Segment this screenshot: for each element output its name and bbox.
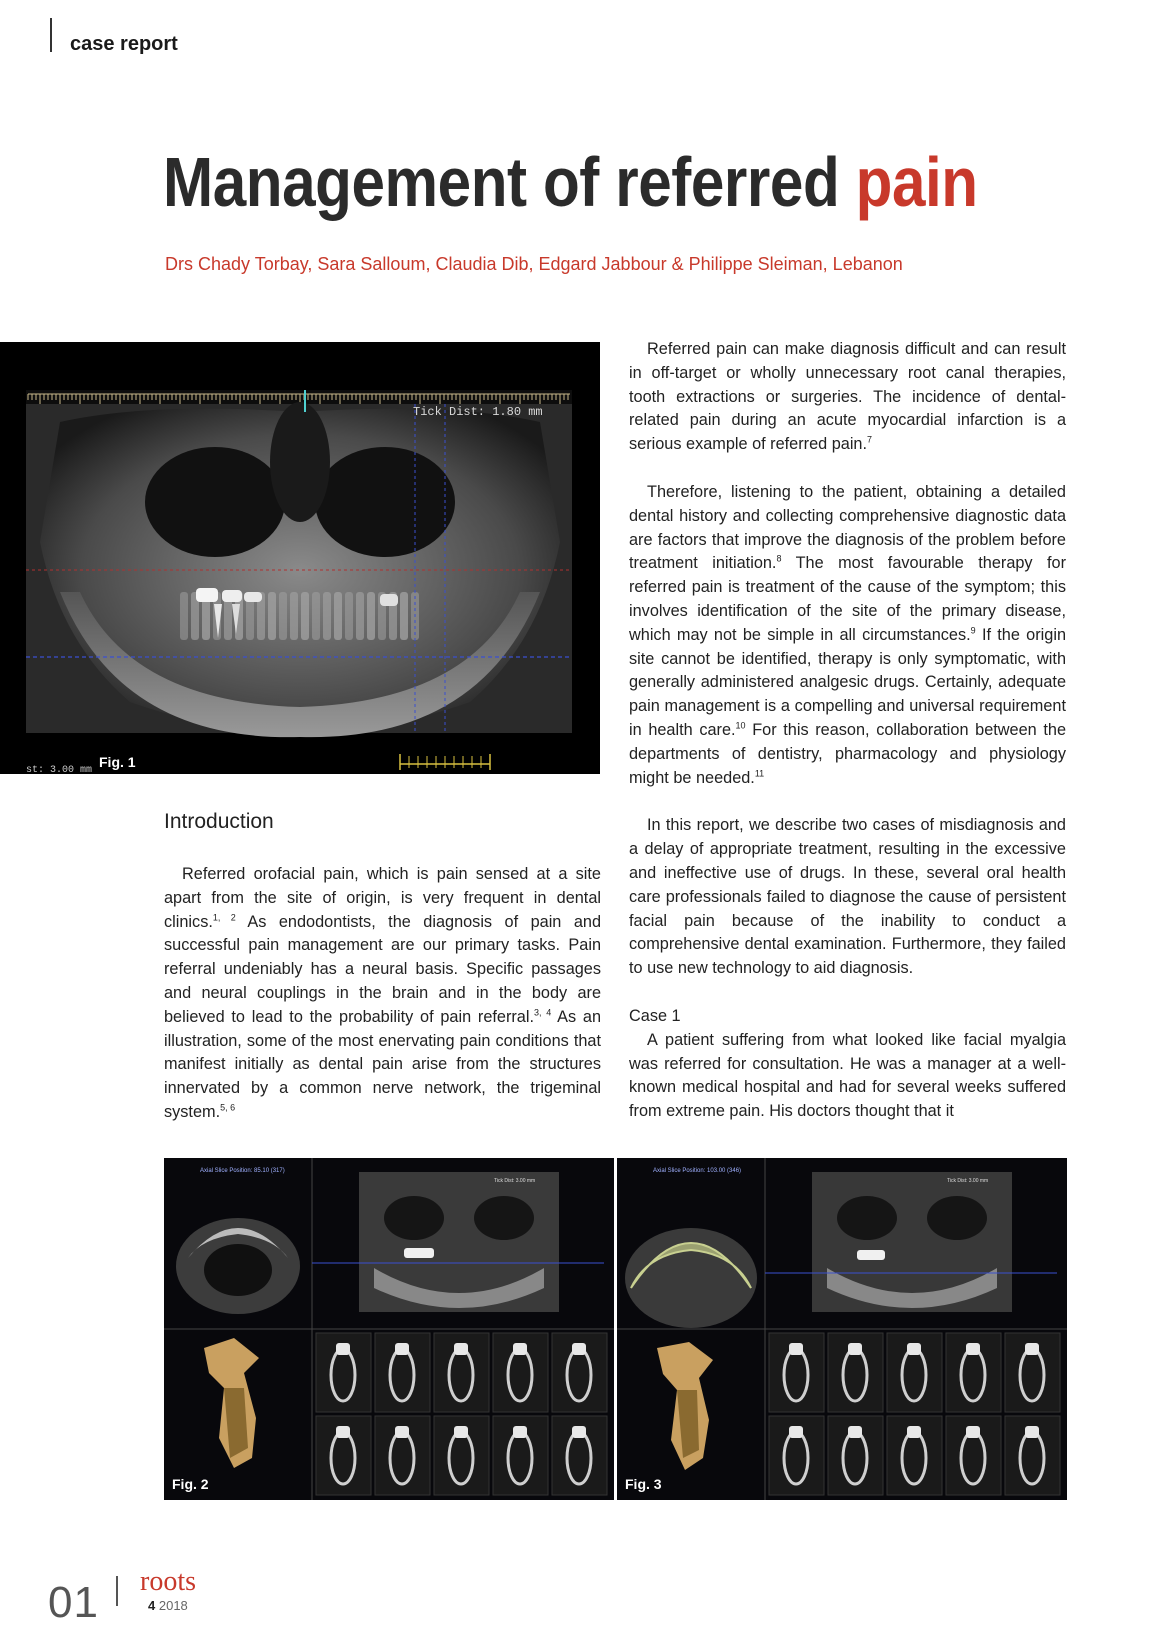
intro-paragraph: Referred orofacial pain, which is pain sensed at a site apart from the site of origin, is very frequent in dental clinics.$^{1, 2}$ As endodontists, the diagnosis of pain and successful pain management are our primary tasks. Pain referral undeniably has a neural basis. Specific passages and neural couplings in the brain and in the body are believed to lead to the probability of pain referral.$^{3, 4}$ As an illustration, some of the most enervating pain conditions that manifest initially as dental pain arise from the structures innervated by a common nerve network, the trigeminal system.$^{5, 6}$ — [164, 865, 602, 1121]
fig3-label: Fig. 3 — [625, 1476, 662, 1492]
figure-2-cbct-panel — [164, 1158, 614, 1500]
author-line: Drs Chady Torbay, Sara Salloum, Claudia Dib, Edgard Jabbour & Philippe Sleiman, Lebanon — [165, 254, 903, 274]
figure-1-panoramic-xray — [0, 342, 600, 774]
fig3-cbct-image — [617, 1158, 1067, 1500]
fig1-tick-text: Tick Dist: 1.80 mm — [413, 405, 543, 419]
fig3-tick-text: Tick Dist: 3.00 mm — [947, 1178, 989, 1184]
title-accent: pain — [855, 143, 978, 221]
paragraph-diagnosis: Therefore, listening to the patient, obtaining a detailed dental history and collecting comprehensive diagnostic data are factors that improve the diagnosis of the problem before treatment initiation.$^8$ The most favourable therapy for referred pain is treatment of the cause of the symptom; this involves identification of the site of the primary disease, which may not be simple in all circumstances.$^9$ If the origin site cannot be identified, therapy is only symptomatic, with generally administered analgesic drugs. Certainly, adequate pain management is a compelling and universal requirement in health care.$^{10}$ For this reason, collaboration between the departments of dentistry, pharmacology and physiology might be needed.$^{11}$ — [629, 482, 1067, 787]
right-text-column — [629, 338, 1066, 1124]
paragraph-case-1: A patient suffering from what looked like facial myalgia was referred for consultation. He was a manager at a well-known medical hospital and had for several weeks suffered from extreme pain. His doctors thought that it — [629, 1030, 1066, 1121]
page-number: 01 — [48, 1578, 99, 1627]
introduction-heading: Introduction — [164, 810, 274, 833]
bottom-scale-ticks — [400, 756, 490, 768]
case-1-heading: Case 1 — [629, 1006, 681, 1025]
paragraph-referred-pain: Referred pain can make diagnosis difficult and can result in off-target or wholly unnecessary root canal therapies, tooth extractions or surgeries. The incidence of dental-related pain during an acute myocardial infarction is a serious example of referred pain.$^7$ — [629, 340, 1066, 454]
footer-divider — [116, 1576, 118, 1606]
paragraph-report: In this report, we describe two cases of misdiagnosis and a delay of appropriate treatment, resulting in the excessive and ineffective use of drugs. In these, several oral health care professionals failed to diagnose the cause of persistent facial pain because of the inability to conduct a comprehensive dental examination. Furthermore, they failed to use new technology to aid diagnosis. — [629, 816, 1066, 978]
fig2-label: Fig. 2 — [172, 1476, 209, 1492]
header-divider — [50, 18, 52, 52]
journal-logo: roots — [140, 1566, 196, 1597]
section-tag: case report — [70, 33, 178, 55]
fig2-tick-text: Tick Dist: 3.00 mm — [494, 1178, 536, 1184]
issue-info: 4 2018 — [148, 1598, 188, 1613]
fig2-slice-text: Axial Slice Position: 85.10 (317) — [200, 1168, 285, 1174]
article-title — [163, 142, 978, 222]
panoramic-xray-image — [0, 342, 600, 774]
fig2-cbct-image — [164, 1158, 614, 1500]
fig1-edge-text: st: 3.00 mm — [26, 765, 93, 774]
fig3-slice-text: Axial Slice Position: 103.00 (346) — [653, 1168, 742, 1174]
title-main: Management of referred — [163, 143, 856, 221]
figure-3-cbct-panel — [617, 1158, 1067, 1500]
fig1-label: Fig. 1 — [99, 754, 136, 770]
left-text-column — [164, 863, 601, 1125]
